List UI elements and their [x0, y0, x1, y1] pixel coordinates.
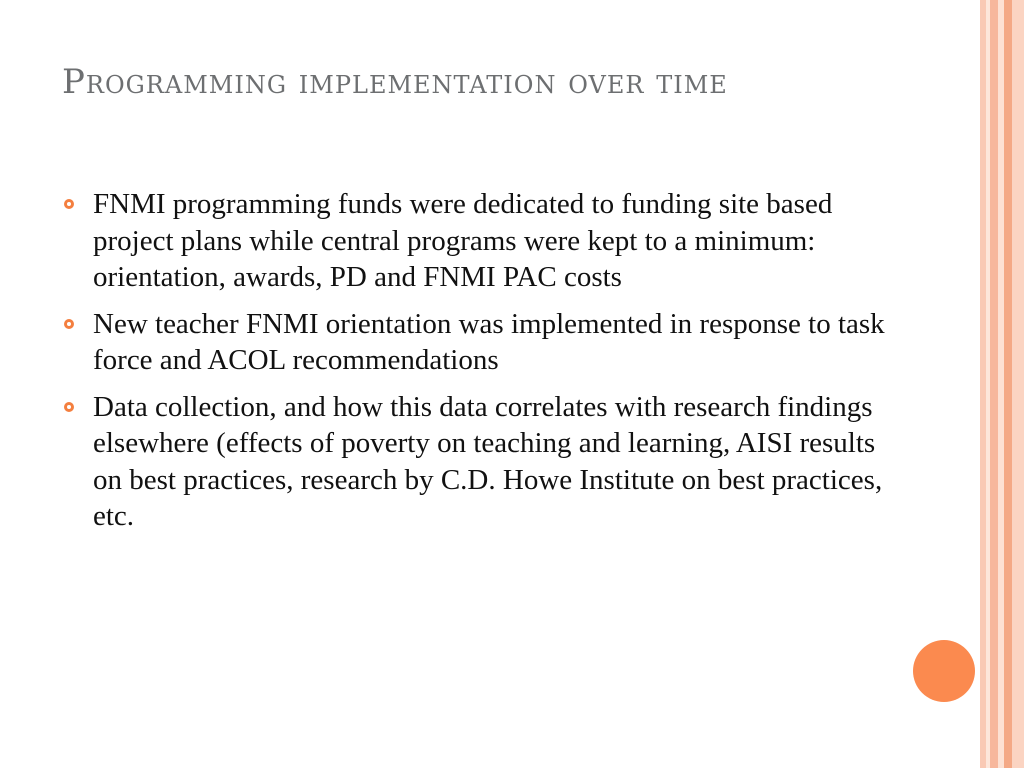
bullet-item	[62, 306, 892, 379]
decorative-stripe	[1004, 0, 1012, 768]
bullet-item	[62, 186, 892, 296]
decorative-stripe	[1012, 0, 1024, 768]
bullet-text: New teacher FNMI orientation was implemented in response to task force and ACOL recommendations	[93, 307, 885, 376]
bullet-list	[62, 186, 892, 545]
accent-circle	[913, 640, 975, 702]
bullet-text: FNMI programming funds were dedicated to funding site based project plans while central programs were kept to a minimum: orientation, awards, PD and FNMI PAC costs	[93, 188, 833, 293]
bullet-text: Data collection, and how this data correlates with research findings elsewhere (effects of poverty on teaching and learning, AISI results on best practices, research by C.D. Howe Institute on best practices, etc.	[93, 390, 883, 532]
bullet-item	[62, 389, 892, 535]
slide-title: Programming implementation over time	[62, 62, 728, 102]
bullet-circle-icon	[64, 402, 74, 412]
bullet-circle-icon	[64, 199, 74, 209]
bullet-circle-icon	[64, 319, 74, 329]
decorative-stripe	[990, 0, 998, 768]
